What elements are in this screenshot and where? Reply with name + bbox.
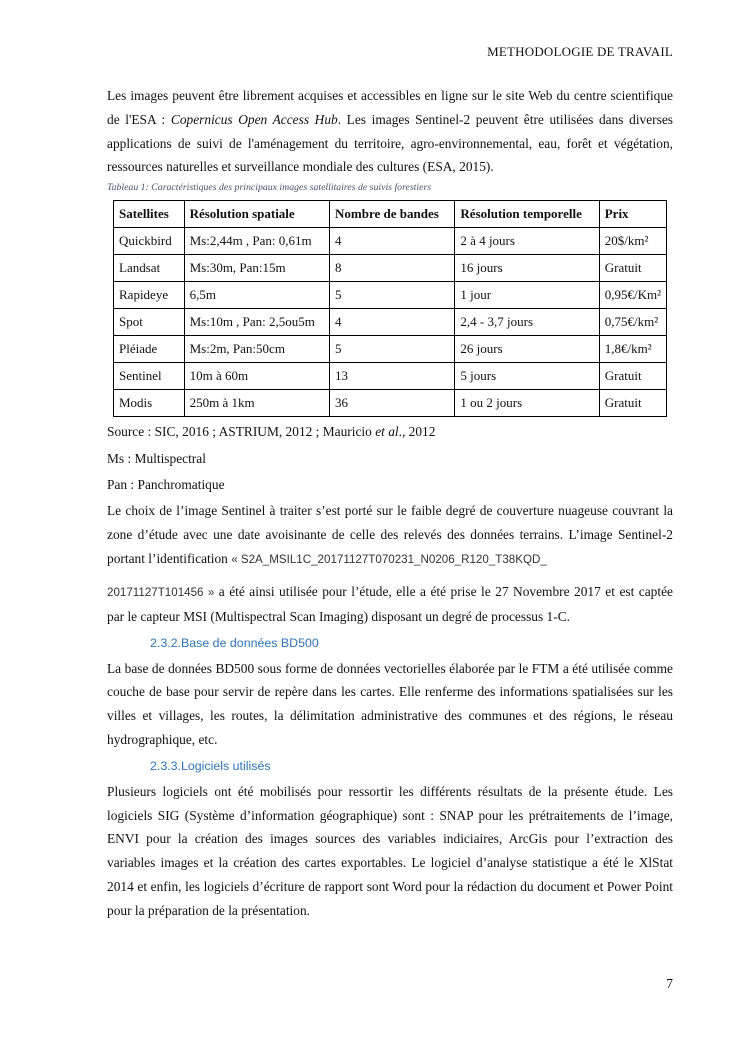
table-cell: Quickbird — [114, 228, 185, 255]
table-cell: Landsat — [114, 255, 185, 282]
bd500-paragraph: La base de données BD500 sous forme de données vectorielles élaborée par le FTM a été utilisée comme couche de base pour servir de repère dans les cartes. Elle renferme des informations spatialisées sur les villes et villages, les routes, la délimitation administrative des communes et des régions, le réseau hydrographique, etc. — [107, 660, 673, 748]
table-row — [114, 390, 667, 417]
table-cell: Rapideye — [114, 282, 185, 309]
table-cell: Gratuit — [599, 255, 666, 282]
sentinel-paragraph: Le choix de l’image Sentinel à traiter s’est porté sur le faible degré de couverture nuageuse couvrant la zone d’étude avec une date avoisinante de celle des relevés des données terrains. L’image Sentinel-2 portant l’identification « S2A_MSIL1C_20171127T070231_N0206_R120_T38KQD_ — [107, 502, 673, 566]
table-cell: Modis — [114, 390, 185, 417]
table-header-cell: Résolution temporelle — [455, 201, 599, 228]
table-cell: 250m à 1km — [184, 390, 329, 417]
sentinel-image-id: « S2A_MSIL1C_20171127T070231_N0206_R120_T38KQD_ — [231, 552, 547, 566]
table-cell: 4 — [330, 309, 455, 336]
table-header-cell: Nombre de bandes — [330, 201, 455, 228]
page-number: 7 — [666, 976, 673, 991]
table-cell: 8 — [330, 255, 455, 282]
table-cell: 10m à 60m — [184, 363, 329, 390]
table-cell: 16 jours — [455, 255, 599, 282]
table-header-row — [114, 201, 667, 228]
section-heading-logiciels: 2.3.3.Logiciels utilisés — [150, 758, 271, 773]
et-al-italic: et al — [375, 424, 399, 440]
table-row — [114, 228, 667, 255]
abbrev-pan: Pan : Panchromatique — [107, 477, 225, 493]
table-cell: 6,5m — [184, 282, 329, 309]
table-cell: 20$/km² — [599, 228, 666, 255]
table-cell: 4 — [330, 228, 455, 255]
table-cell: Ms:2m, Pan:50cm — [184, 336, 329, 363]
table-cell: 36 — [330, 390, 455, 417]
table-row — [114, 309, 667, 336]
table-cell: 5 — [330, 336, 455, 363]
satellite-table — [113, 200, 667, 417]
table-cell: Ms:2,44m , Pan: 0,61m — [184, 228, 329, 255]
table-cell: Gratuit — [599, 363, 666, 390]
table-header-cell: Prix — [599, 201, 666, 228]
table-cell: 2,4 - 3,7 jours — [455, 309, 599, 336]
table-header-cell: Résolution spatiale — [184, 201, 329, 228]
abbrev-ms: Ms : Multispectral — [107, 450, 206, 466]
table-cell: 26 jours — [455, 336, 599, 363]
table-row — [114, 282, 667, 309]
table-cell: Ms:30m, Pan:15m — [184, 255, 329, 282]
running-header: METHODOLOGIE DE TRAVAIL — [487, 44, 673, 59]
table-cell: 2 à 4 jours — [455, 228, 599, 255]
page-content — [107, 84, 673, 923]
table-header-cell: Satellites — [114, 201, 185, 228]
table-cell: 1,8€/km² — [599, 336, 666, 363]
table-cell: Sentinel — [114, 363, 185, 390]
table-cell: Pléiade — [114, 336, 185, 363]
table-cell: 0,95€/Km² — [599, 282, 666, 309]
table-cell: Spot — [114, 309, 185, 336]
section-heading-bd500: 2.3.2.Base de données BD500 — [150, 635, 319, 650]
table-row — [114, 336, 667, 363]
table-cell: 0,75€/km² — [599, 309, 666, 336]
table-cell: 5 jours — [455, 363, 599, 390]
table-row — [114, 363, 667, 390]
sentinel-paragraph-cont: 20171127T101456 » a été ainsi utilisée pour l’étude, elle a été prise le 27 Novembre 2017 et est captée par le capteur MSI (Multispectral Scan Imaging) disposant un degré de processus 1-C. — [107, 583, 673, 624]
table-cell: Gratuit — [599, 390, 666, 417]
copernicus-italic: Copernicus Open Access Hub — [170, 111, 338, 127]
table-row — [114, 255, 667, 282]
table-cell: 1 jour — [455, 282, 599, 309]
logiciels-paragraph: Plusieurs logiciels ont été mobilisés pour ressortir les différents résultats de la présente étude. Les logiciels SIG (Système d’information géographique) sont : SNAP pour les prétraitements de l’image, ENVI pour la création des images sources des variables indiciaires, ArcGis pour l’extraction des variables images et la création des cartes exportables. Le logiciel d’analyse statistique a été le XlStat 2014 et enfin, les logiciels d’écriture de rapport sont Word pour la rédaction du document et Power Point pour la préparation de la présentation. — [107, 783, 673, 918]
sentinel-image-id-end: 20171127T101456 » — [107, 585, 215, 599]
table-cell: Ms:10m , Pan: 2,5ou5m — [184, 309, 329, 336]
table-cell: 5 — [330, 282, 455, 309]
table-caption: Tableau 1: Caractéristiques des principaux images satellitaires de suivis forestiers — [107, 182, 432, 194]
intro-paragraph: Les images peuvent être librement acquises et accessibles en ligne sur le site Web du centre scientifique de l'ESA : Copernicus Open Access Hub. Les images Sentinel-2 peuvent être utilisées dans diverses applications de suivi de l'aménagement du territoire, agro-environnemental, eau, forêt et végétation, ressources naturelles et surveillance mondiale des cultures (ESA, 2015). — [107, 88, 674, 175]
table-cell: 1 ou 2 jours — [455, 390, 599, 417]
table-cell: 13 — [330, 363, 455, 390]
table-source: Source : SIC, 2016 ; ASTRIUM, 2012 ; Mauricio et al., 2012 — [107, 424, 436, 440]
